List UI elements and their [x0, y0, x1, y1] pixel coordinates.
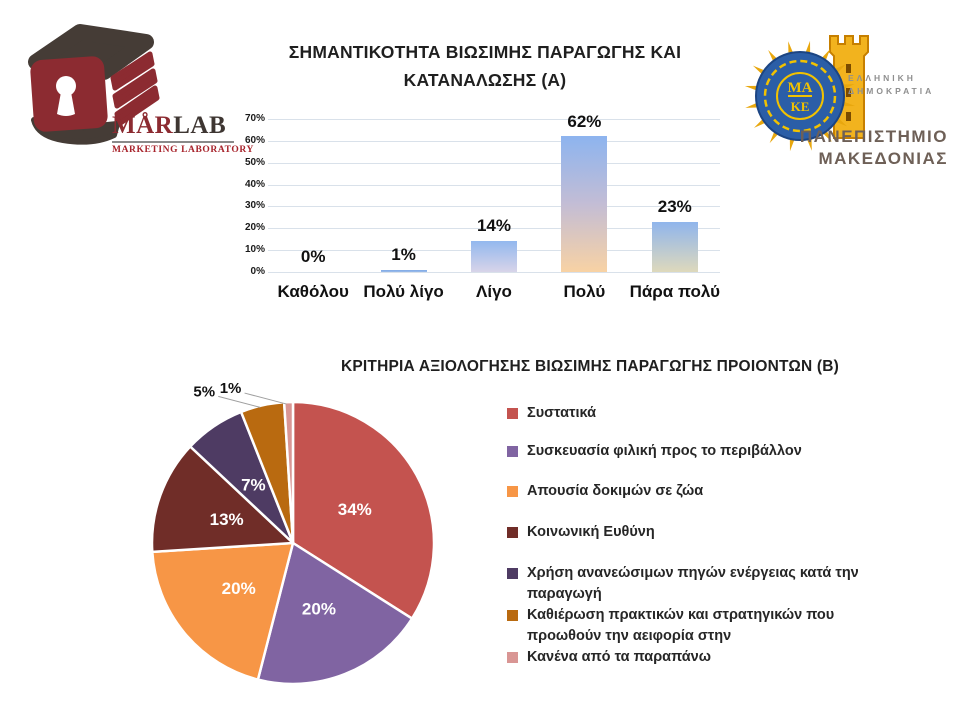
y-tick-label: 10%: [244, 244, 265, 256]
legend-label: Κανένα από τα παραπάνω: [527, 649, 711, 665]
y-tick-label: 70%: [244, 113, 265, 124]
legend-marker: [507, 610, 518, 621]
y-tick-label: 30%: [244, 200, 265, 212]
bar-value-label: 14%: [476, 216, 511, 236]
bar-value-label: 23%: [657, 196, 692, 216]
uom-university-name: [742, 126, 948, 170]
legend-item: [505, 647, 925, 668]
category-label: Πάρα πολύ: [629, 282, 720, 301]
y-tick-label: 0%: [250, 266, 265, 277]
pie-leader-line: [245, 393, 287, 404]
category-label: Λίγο: [476, 282, 512, 301]
y-tick-label: 20%: [244, 222, 265, 234]
legend-marker: [507, 527, 518, 538]
uom-coin-text-ke: ΚΕ: [790, 99, 810, 114]
category-label: Πολύ: [563, 282, 606, 301]
bar: [652, 222, 698, 272]
uom-coin-text-ma: ΜΑ: [787, 80, 813, 96]
y-tick-label: 60%: [244, 134, 265, 146]
pie-chart: [130, 375, 470, 715]
legend-label: Χρήση ανανεώσιμων πηγών ενέργειας κατά την παραγωγή: [527, 565, 859, 602]
legend-item: [505, 481, 925, 502]
marlab-subtitle: MARKETING LABORATORY: [112, 145, 254, 155]
marlab-logo: [18, 20, 254, 175]
bar-value-label: 0%: [300, 247, 326, 266]
legend-label: Απουσία δοκιμών σε ζώα: [527, 483, 704, 499]
legend-label: Κοινωνική Ευθύνη: [527, 524, 655, 540]
pie-chart-title: ΚΡΙΤΗΡΙΑ ΑΞΙΟΛΟΓΗΣΗΣ ΒΙΩΣΙΜΗΣ ΠΑΡΑΓΩΓΗΣ ΠΡΟΙΟΝΤΩΝ (Β): [340, 358, 840, 375]
sun-ray-icon: [806, 41, 811, 53]
legend-item: [505, 605, 925, 647]
legend-item: [505, 563, 925, 605]
pie-slice-label: 34%: [337, 500, 372, 520]
gridline: [268, 272, 720, 273]
legend-item: [505, 403, 925, 424]
legend-marker: [507, 486, 518, 497]
marlab-wordmark: [112, 112, 254, 155]
uom-univ-line2: ΜΑΚΕΔΟΝΙΑΣ: [818, 149, 948, 168]
pie-slice-label-outside: 1%: [219, 380, 242, 398]
gridline: [268, 141, 720, 142]
legend-label: Συστατικά: [527, 405, 597, 421]
bar: [381, 270, 427, 272]
uom-univ-line1: ΠΑΝΕΠΙΣΤΗΜΙΟ: [799, 127, 948, 146]
legend-item: [505, 441, 925, 462]
legend-marker: [507, 652, 518, 663]
marlab-name: [112, 113, 234, 139]
pie-slice-label: 20%: [221, 578, 256, 598]
marlab-name-part2: LAB: [173, 112, 227, 139]
marlab-divider: [112, 141, 234, 143]
legend-marker: [507, 568, 518, 579]
bar-value-label: 1%: [391, 244, 416, 264]
pie-slice-label: 20%: [301, 599, 336, 619]
gridline: [268, 185, 720, 186]
bar-chart: [240, 112, 730, 312]
uom-state-line2: ΔΗΜΟΚΡΑΤΙΑ: [848, 86, 935, 96]
gridline: [268, 163, 720, 164]
marlab-name-part1: MÅR: [112, 112, 174, 139]
y-tick-label: 50%: [244, 156, 265, 168]
bar-value-label: 62%: [567, 111, 602, 131]
legend-item: [505, 522, 925, 543]
y-tick-label: 40%: [244, 178, 265, 190]
pie-slice-label: 13%: [209, 510, 244, 530]
uom-state-text: [848, 72, 934, 98]
legend-label: Καθιέρωση πρακτικών και στρατηγικών που προωθούν την αειφορία στην: [527, 607, 835, 644]
bar-chart-title: ΣΗΜΑΝΤΙΚΟΤΗΤΑ ΒΙΩΣΙΜΗΣ ΠΑΡΑΓΩΓΗΣ ΚΑΙ ΚΑΤΑΝΑΛΩΣΗΣ (Α): [288, 42, 682, 90]
legend-marker: [507, 408, 518, 419]
legend-marker: [507, 446, 518, 457]
pie-slice-label: 7%: [241, 475, 266, 495]
bar: [471, 241, 517, 272]
pie-slice-label-outside: 5%: [193, 383, 216, 401]
legend-label: Συσκευασία φιλική προς το περιβάλλον: [527, 443, 802, 459]
uom-logo: [742, 22, 954, 168]
pie-leader-line: [218, 396, 260, 407]
gridline: [268, 119, 720, 120]
uom-state-line1: ΕΛΛΗΝΙΚΗ: [848, 73, 916, 83]
bar: [561, 136, 607, 272]
category-label: Καθόλου: [277, 282, 349, 301]
category-label: Πολύ λίγο: [363, 282, 444, 301]
pie-legend: [505, 403, 925, 668]
sun-ray-icon: [745, 86, 757, 91]
